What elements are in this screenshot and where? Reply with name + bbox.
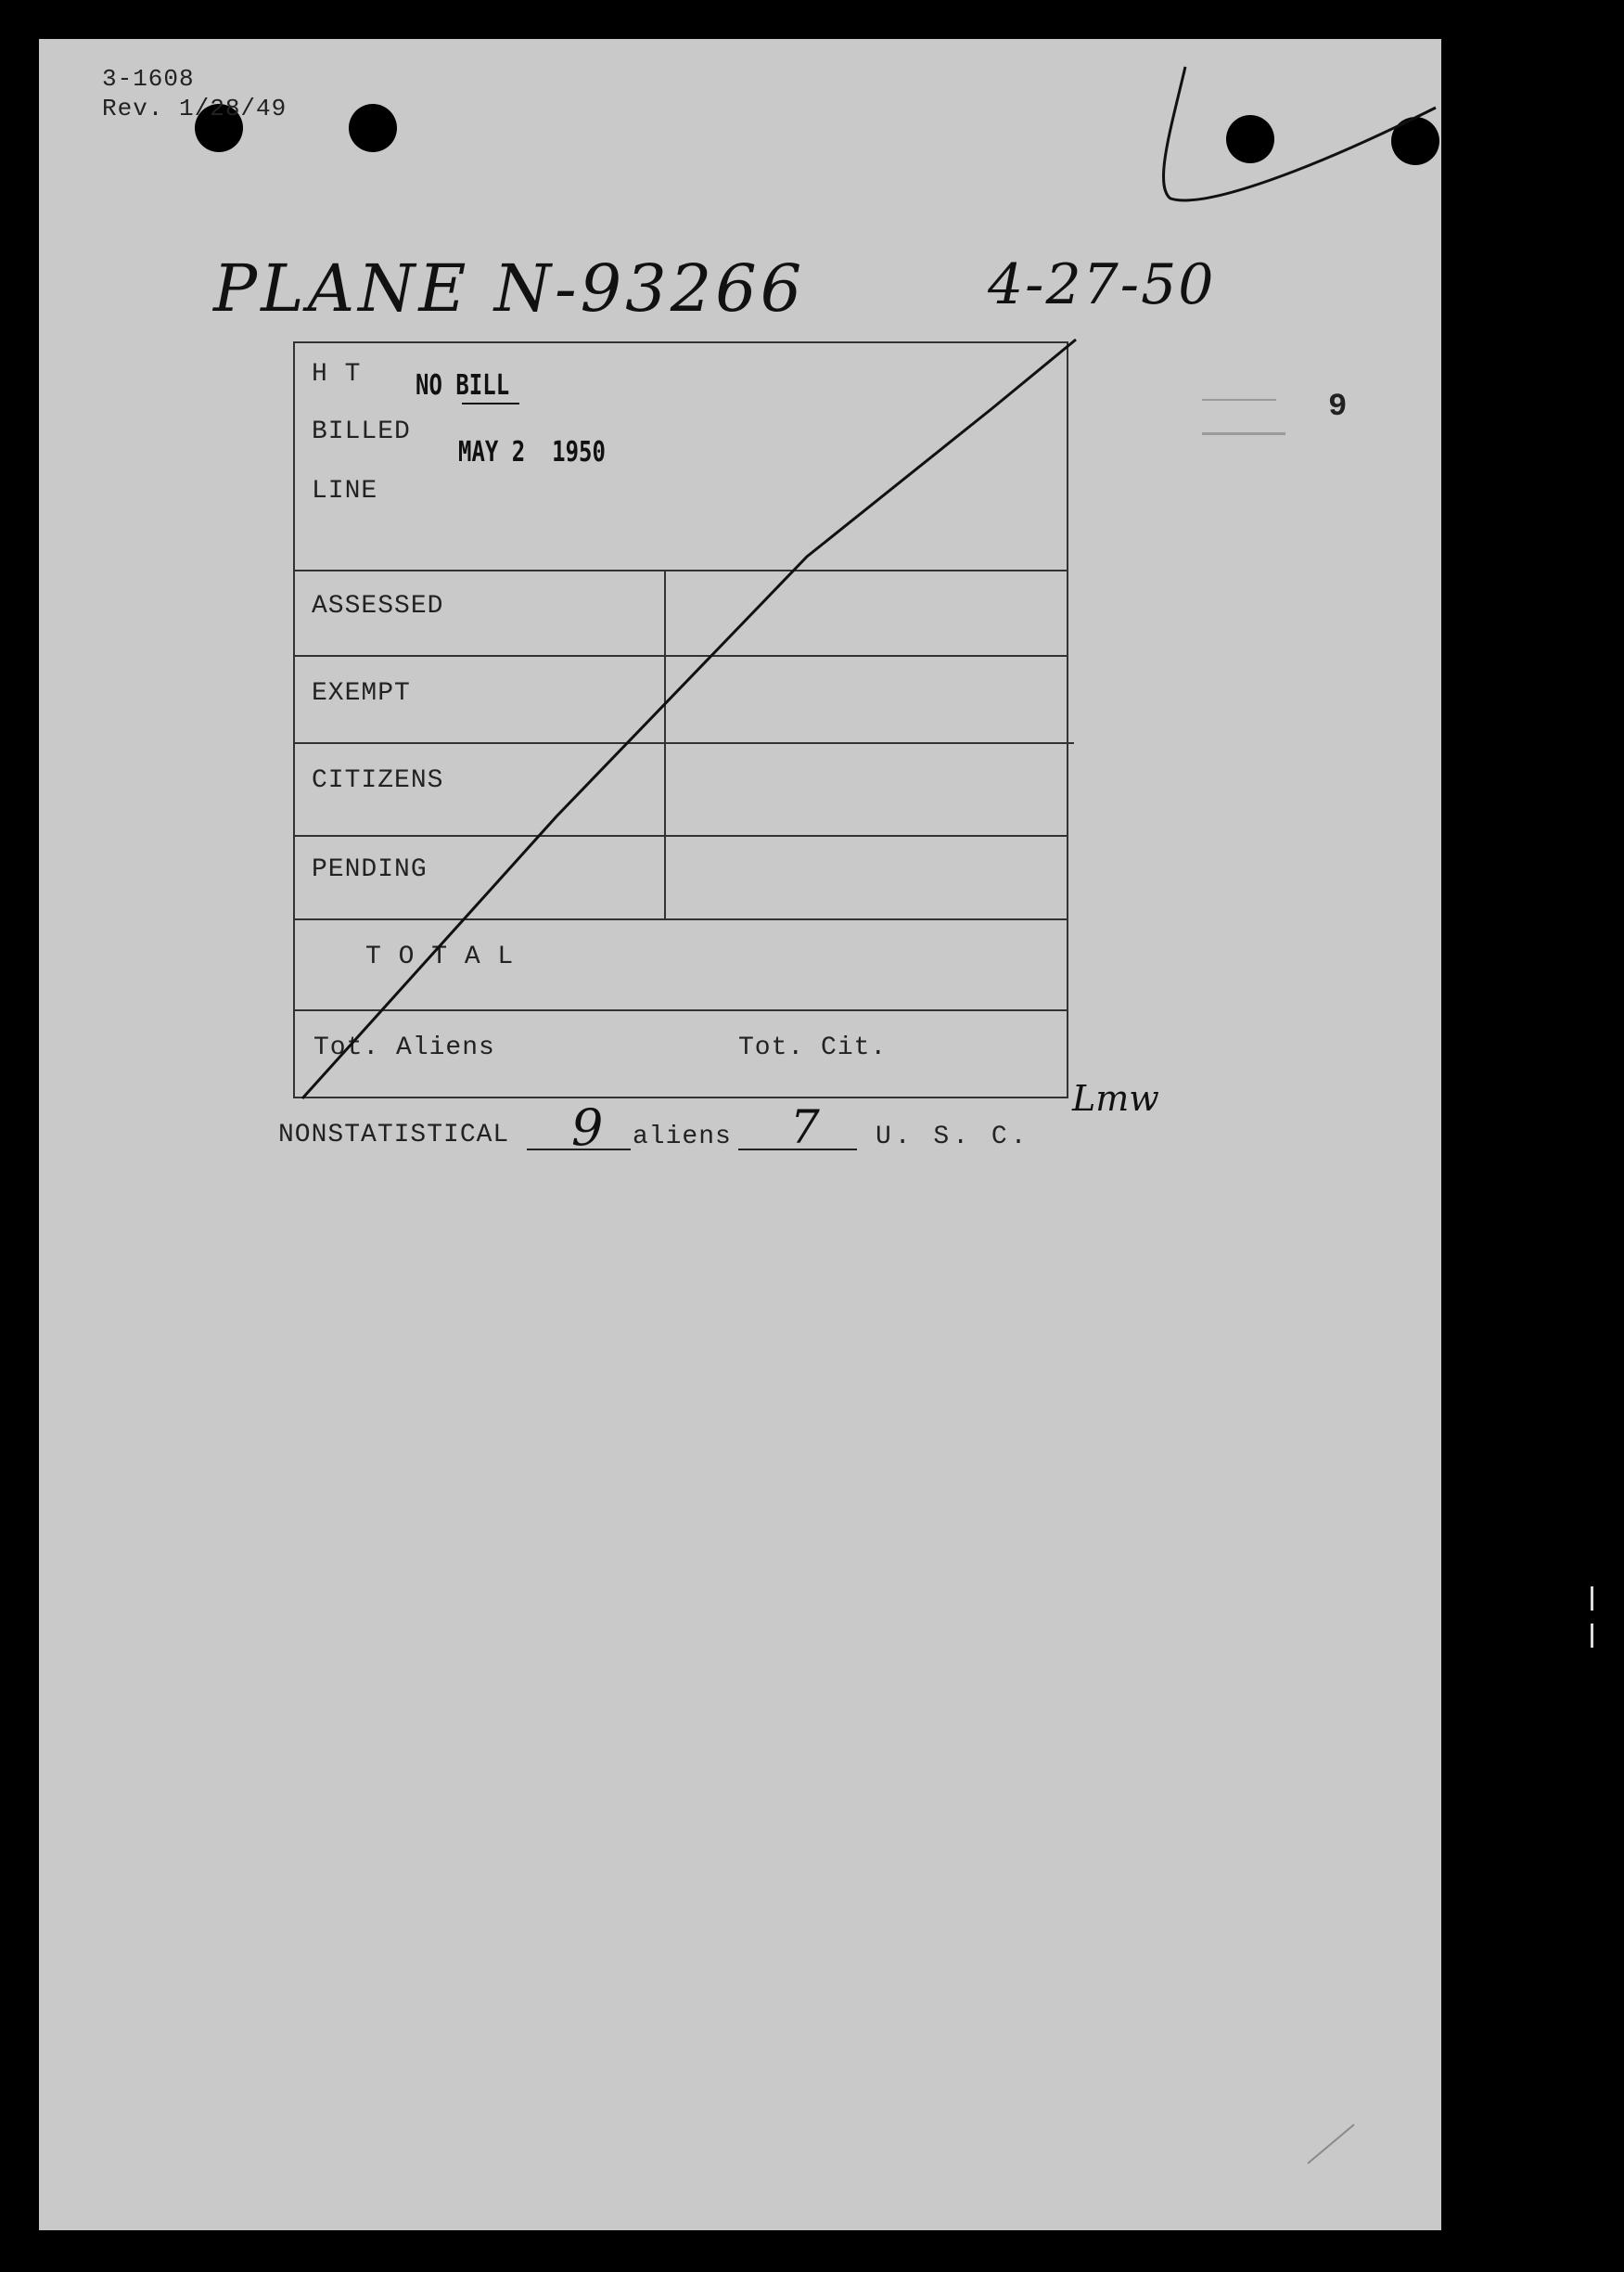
- footer-tot-aliens: Tot. Aliens: [313, 1033, 495, 1062]
- label-ht: H T: [312, 360, 362, 389]
- handwritten-initials: Lmw: [1072, 1078, 1159, 1119]
- document-page: [39, 39, 1441, 2230]
- stamp-no-bill-underline: [462, 403, 519, 404]
- label-line: LINE: [312, 477, 378, 506]
- table-border-bottom: [293, 1097, 1068, 1098]
- handwritten-usc-count: 7: [790, 1100, 820, 1154]
- stamp-date: MAY 2 1950: [458, 436, 606, 469]
- footer-tot-cit: Tot. Cit.: [738, 1033, 888, 1062]
- table-border-top: [293, 341, 1068, 343]
- punch-hole-3: [1226, 115, 1274, 163]
- table-border-right: [1067, 341, 1068, 1098]
- handwritten-plane-number: PLANE N-93266: [213, 250, 806, 327]
- label-billed: BILLED: [312, 417, 411, 446]
- scan-edge-marks: [1591, 1586, 1594, 1679]
- faint-dash-mark: [1202, 399, 1276, 401]
- row-label-exempt: EXEMPT: [312, 679, 411, 708]
- row-label-pending: PENDING: [312, 855, 428, 884]
- table-rule: [293, 570, 1068, 571]
- stamp-no-bill: NO BILL: [416, 369, 510, 402]
- row-label-assessed: ASSESSED: [312, 592, 444, 621]
- table-rule: [293, 1009, 1068, 1011]
- usc-label: U. S. C.: [876, 1123, 1030, 1151]
- table-rule: [293, 835, 1068, 837]
- punch-hole-2: [349, 104, 397, 152]
- total-label: T O T A L: [365, 943, 515, 971]
- form-revision: Rev. 1/28/49: [102, 95, 288, 122]
- table-rule: [293, 742, 1074, 744]
- nonstatistical-label: NONSTATISTICAL: [278, 1121, 510, 1149]
- faint-dash-mark: [1202, 432, 1285, 435]
- aliens-label: aliens: [633, 1123, 732, 1151]
- row-label-citizens: CITIZENS: [312, 766, 444, 795]
- punch-hole-4: [1391, 117, 1439, 165]
- page-number: 9: [1328, 390, 1349, 425]
- table-border-left: [293, 341, 295, 1098]
- table-rule: [293, 655, 1068, 657]
- handwritten-aliens-count: 9: [571, 1098, 604, 1157]
- table-rule: [293, 918, 1068, 920]
- form-number: 3-1608: [102, 65, 195, 93]
- table-column-divider: [664, 570, 666, 918]
- handwritten-date: 4-27-50: [988, 252, 1216, 317]
